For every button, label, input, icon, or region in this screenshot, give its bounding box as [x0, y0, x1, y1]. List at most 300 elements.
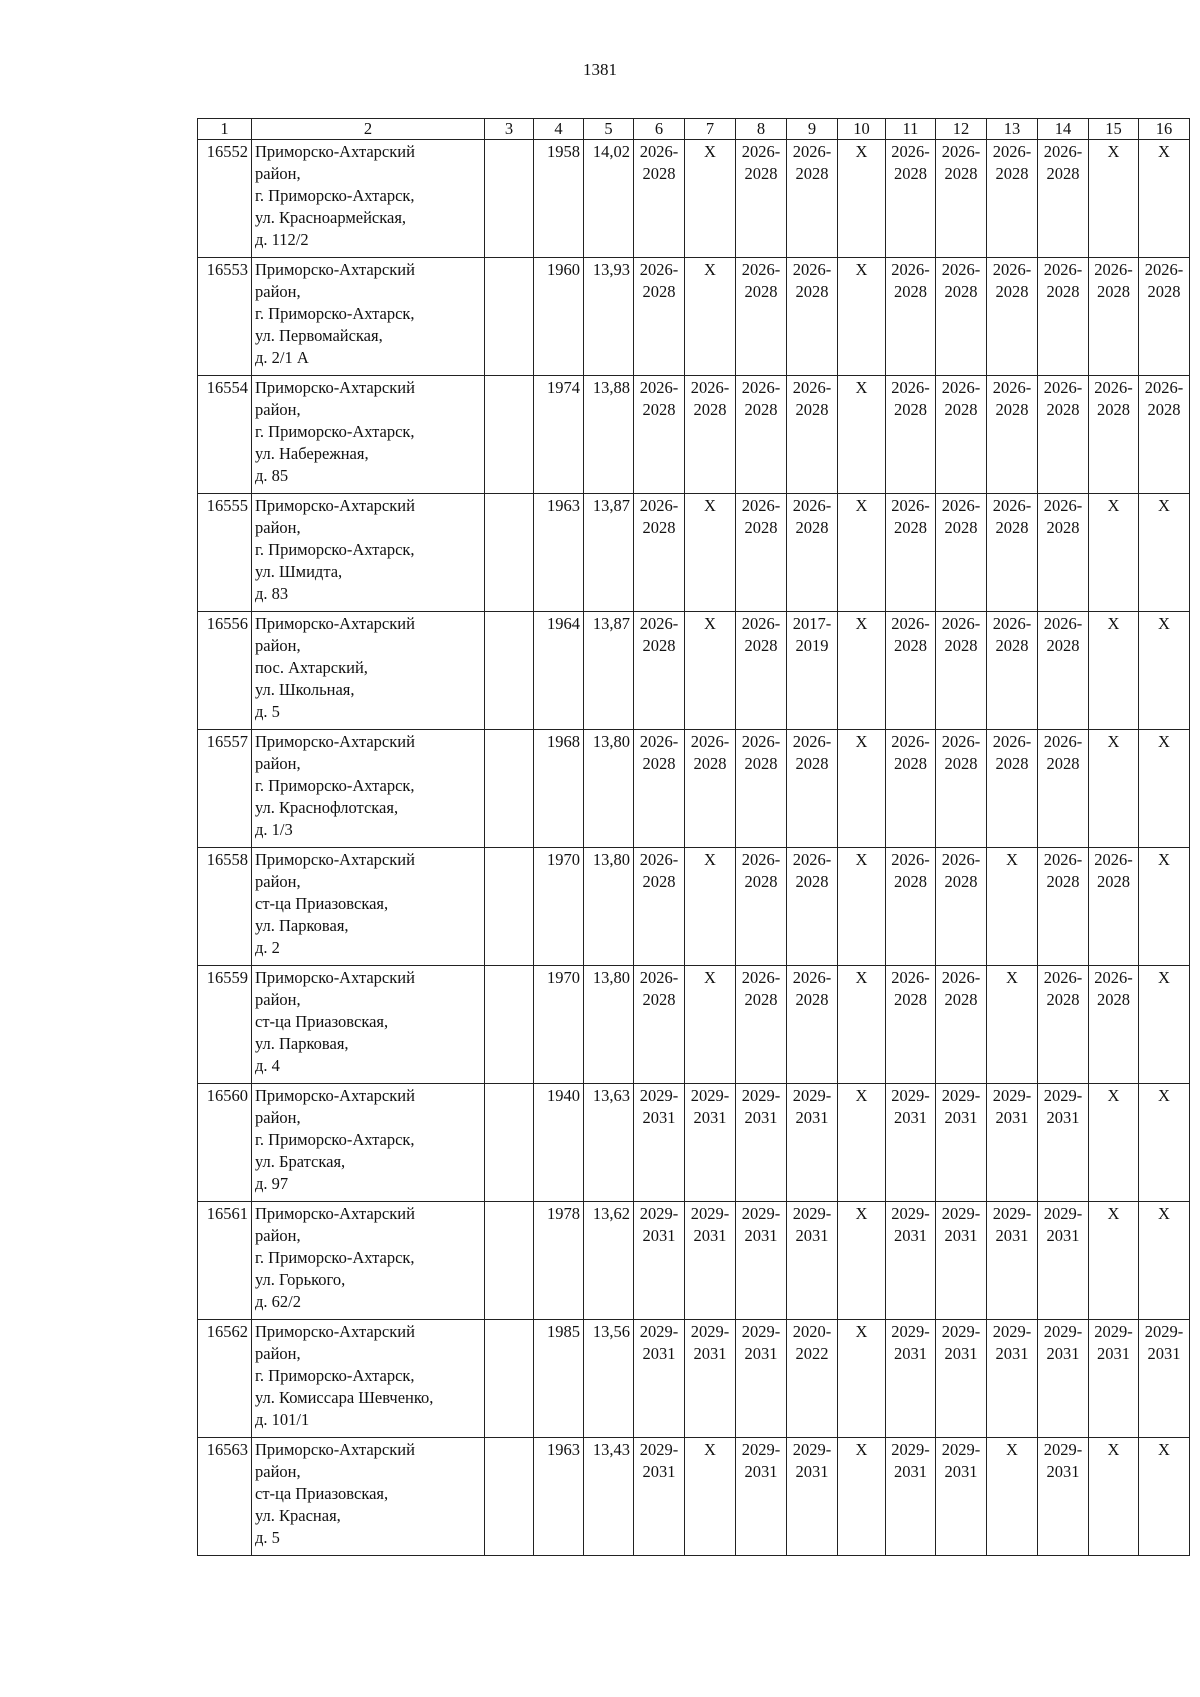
- period-line: 2026-: [1043, 968, 1083, 987]
- period-cell: [838, 730, 886, 848]
- period-line: 2028: [1147, 400, 1181, 419]
- column-3-cell: [485, 1202, 534, 1320]
- address-line: район,: [255, 1462, 301, 1481]
- period-line: 2028: [894, 282, 927, 301]
- column-header: 10: [838, 119, 886, 140]
- column-header: 13: [987, 119, 1038, 140]
- address-cell: [252, 966, 485, 1084]
- period-cell: [1089, 494, 1139, 612]
- period-line: 2028: [642, 636, 676, 655]
- column-3-cell: [485, 966, 534, 1084]
- period-line: 2022: [795, 1344, 829, 1363]
- address-line: Приморско-Ахтарский: [255, 732, 415, 751]
- period-line: 2026-: [992, 260, 1032, 279]
- address-line: г. Приморско-Ахтарск,: [255, 422, 415, 441]
- record-number: 16553: [198, 258, 252, 376]
- period-line: Х: [1107, 1086, 1120, 1105]
- period-cell: [838, 494, 886, 612]
- year-cell: 1970: [534, 966, 584, 1084]
- period-cell: [838, 848, 886, 966]
- register-table: [197, 118, 1190, 1556]
- period-line: 2028: [795, 518, 829, 537]
- address-line: д. 112/2: [255, 230, 309, 249]
- period-cell: [736, 966, 787, 1084]
- period-cell: [886, 1084, 936, 1202]
- period-line: 2028: [642, 400, 676, 419]
- column-header: 12: [936, 119, 987, 140]
- period-line: 2026-: [639, 260, 679, 279]
- period-line: 2028: [642, 282, 676, 301]
- period-line: 2031: [795, 1226, 829, 1245]
- period-cell: [886, 1438, 936, 1556]
- period-line: 2028: [642, 164, 676, 183]
- period-line: 2026-: [792, 142, 832, 161]
- period-cell: [736, 140, 787, 258]
- period-line: 2028: [744, 518, 778, 537]
- period-line: Х: [1158, 1204, 1170, 1223]
- period-line: 2028: [1147, 282, 1181, 301]
- period-line: 2028: [1046, 282, 1080, 301]
- address-line: район,: [255, 1344, 301, 1363]
- address-line: район,: [255, 990, 301, 1009]
- wear-cell: 13,63: [584, 1084, 634, 1202]
- period-cell: [1089, 140, 1139, 258]
- period-line: 2031: [894, 1462, 927, 1481]
- period-cell: [787, 1438, 838, 1556]
- period-line: Х: [855, 1440, 868, 1459]
- period-cell: [787, 848, 838, 966]
- period-line: 2028: [1097, 400, 1130, 419]
- address-line: Приморско-Ахтарский: [255, 142, 415, 161]
- period-cell: [685, 1084, 736, 1202]
- period-cell: [987, 966, 1038, 1084]
- period-line: 2026-: [1094, 850, 1133, 869]
- period-cell: [685, 1438, 736, 1556]
- period-line: 2031: [795, 1462, 829, 1481]
- period-cell: [634, 258, 685, 376]
- period-line: 2026-: [891, 142, 930, 161]
- period-cell: [1139, 966, 1190, 1084]
- period-cell: [1139, 612, 1190, 730]
- period-cell: [685, 258, 736, 376]
- address-line: район,: [255, 754, 301, 773]
- period-cell: [1139, 494, 1190, 612]
- address-line: д. 101/1: [255, 1410, 310, 1429]
- period-line: 2026-: [741, 496, 781, 515]
- address-line: д. 5: [255, 702, 280, 721]
- period-line: 2028: [744, 282, 778, 301]
- period-line: 2029-: [792, 1086, 832, 1105]
- period-line: 2028: [1046, 872, 1080, 891]
- period-cell: [1038, 1320, 1089, 1438]
- period-line: 2031: [642, 1226, 676, 1245]
- period-line: 2028: [1046, 636, 1080, 655]
- period-line: 2028: [693, 754, 727, 773]
- period-line: 2026-: [792, 850, 832, 869]
- table-row: [198, 1084, 1190, 1202]
- wear-cell: 13,62: [584, 1202, 634, 1320]
- address-line: Приморско-Ахтарский: [255, 614, 415, 633]
- period-line: 2028: [795, 164, 829, 183]
- period-cell: [787, 612, 838, 730]
- period-line: 2029-: [891, 1322, 930, 1341]
- wear-cell: 13,80: [584, 966, 634, 1084]
- period-line: 2031: [995, 1344, 1029, 1363]
- period-line: 2028: [744, 636, 778, 655]
- period-line: Х: [704, 142, 716, 161]
- period-line: 2028: [1046, 400, 1080, 419]
- wear-cell: 13,80: [584, 730, 634, 848]
- period-line: 2029-: [792, 1440, 832, 1459]
- column-3-cell: [485, 494, 534, 612]
- address-cell: [252, 494, 485, 612]
- period-cell: [987, 1202, 1038, 1320]
- period-cell: [736, 1202, 787, 1320]
- period-line: 2029-: [1144, 1322, 1184, 1341]
- period-cell: [886, 1202, 936, 1320]
- address-line: ул. Горького,: [255, 1270, 346, 1289]
- period-cell: [685, 1202, 736, 1320]
- period-cell: [838, 966, 886, 1084]
- period-line: 2031: [693, 1344, 727, 1363]
- period-cell: [838, 1202, 886, 1320]
- address-line: Приморско-Ахтарский: [255, 1440, 415, 1459]
- period-cell: [787, 376, 838, 494]
- wear-cell: 13,88: [584, 376, 634, 494]
- address-line: район,: [255, 400, 301, 419]
- period-cell: [787, 494, 838, 612]
- column-3-cell: [485, 376, 534, 494]
- period-cell: [1139, 1084, 1190, 1202]
- period-line: 2028: [1046, 164, 1080, 183]
- period-line: 2026-: [690, 378, 730, 397]
- period-line: 2028: [995, 164, 1029, 183]
- period-cell: [838, 376, 886, 494]
- period-line: Х: [855, 378, 868, 397]
- period-cell: [936, 258, 987, 376]
- column-header: 1: [198, 119, 252, 140]
- period-line: 2028: [995, 754, 1029, 773]
- address-cell: [252, 1438, 485, 1556]
- period-line: 2028: [894, 400, 927, 419]
- period-cell: [987, 140, 1038, 258]
- period-line: 2028: [894, 636, 927, 655]
- year-cell: 1970: [534, 848, 584, 966]
- column-3-cell: [485, 140, 534, 258]
- address-cell: [252, 258, 485, 376]
- period-cell: [987, 1438, 1038, 1556]
- period-cell: [736, 848, 787, 966]
- address-line: ул. Парковая,: [255, 1034, 349, 1053]
- record-number: 16557: [198, 730, 252, 848]
- column-header: 5: [584, 119, 634, 140]
- period-line: 2031: [693, 1226, 727, 1245]
- period-cell: [936, 1438, 987, 1556]
- period-line: 2029-: [891, 1440, 930, 1459]
- period-line: 2026-: [792, 378, 832, 397]
- period-line: 2028: [894, 990, 927, 1009]
- period-cell: [685, 376, 736, 494]
- period-line: 2029-: [1043, 1322, 1083, 1341]
- column-3-cell: [485, 1084, 534, 1202]
- period-cell: [685, 140, 736, 258]
- period-cell: [634, 376, 685, 494]
- period-cell: [736, 612, 787, 730]
- period-cell: [634, 1084, 685, 1202]
- wear-cell: 13,56: [584, 1320, 634, 1438]
- address-line: ул. Красноармейская,: [255, 208, 407, 227]
- table-row: [198, 376, 1190, 494]
- period-line: 2031: [1046, 1344, 1080, 1363]
- table-row: [198, 848, 1190, 966]
- wear-cell: 13,87: [584, 612, 634, 730]
- period-line: 2031: [944, 1226, 978, 1245]
- column-header: 6: [634, 119, 685, 140]
- period-line: 2028: [744, 990, 778, 1009]
- column-header: 2: [252, 119, 485, 140]
- address-cell: [252, 1084, 485, 1202]
- period-cell: [787, 140, 838, 258]
- period-line: 2020-: [792, 1322, 832, 1341]
- period-line: 2026-: [741, 378, 781, 397]
- year-cell: 1960: [534, 258, 584, 376]
- table-row: [198, 494, 1190, 612]
- period-line: 2026-: [992, 732, 1032, 751]
- period-line: 2026-: [792, 260, 832, 279]
- period-line: 2028: [894, 164, 927, 183]
- address-line: Приморско-Ахтарский: [255, 1086, 415, 1105]
- column-3-cell: [485, 612, 534, 730]
- period-line: 2028: [894, 872, 927, 891]
- period-cell: [787, 730, 838, 848]
- period-line: 2026-: [741, 968, 781, 987]
- period-line: 2026-: [891, 850, 930, 869]
- period-cell: [634, 730, 685, 848]
- record-number: 16556: [198, 612, 252, 730]
- address-line: ул. Набережная,: [255, 444, 369, 463]
- period-cell: [936, 494, 987, 612]
- wear-cell: 13,43: [584, 1438, 634, 1556]
- period-cell: [634, 1438, 685, 1556]
- period-line: 2026-: [741, 142, 781, 161]
- period-line: Х: [1158, 968, 1170, 987]
- period-line: Х: [855, 1086, 868, 1105]
- period-line: 2031: [995, 1226, 1029, 1245]
- period-cell: [1089, 1202, 1139, 1320]
- address-line: д. 1/3: [255, 820, 293, 839]
- period-line: 2028: [744, 754, 778, 773]
- period-cell: [634, 848, 685, 966]
- address-line: пос. Ахтарский,: [255, 658, 368, 677]
- period-cell: [886, 612, 936, 730]
- address-line: д. 2: [255, 938, 280, 957]
- period-line: 2028: [944, 754, 978, 773]
- period-cell: [685, 848, 736, 966]
- period-cell: [1089, 730, 1139, 848]
- period-line: 2029-: [992, 1086, 1032, 1105]
- period-line: 2028: [944, 518, 978, 537]
- period-line: Х: [1158, 732, 1170, 751]
- table-row: [198, 1320, 1190, 1438]
- period-cell: [1139, 1320, 1190, 1438]
- table-row: [198, 966, 1190, 1084]
- period-line: 2029-: [639, 1440, 679, 1459]
- period-line: Х: [1107, 142, 1120, 161]
- period-cell: [987, 1084, 1038, 1202]
- period-line: 2029-: [992, 1322, 1032, 1341]
- year-cell: 1964: [534, 612, 584, 730]
- period-line: 2026-: [1043, 142, 1083, 161]
- period-line: Х: [855, 850, 868, 869]
- period-line: 2026-: [891, 378, 930, 397]
- period-line: Х: [855, 614, 868, 633]
- period-line: 2026-: [1043, 378, 1083, 397]
- period-line: 2026-: [891, 614, 930, 633]
- record-number: 16560: [198, 1084, 252, 1202]
- column-3-cell: [485, 1438, 534, 1556]
- address-line: д. 97: [255, 1174, 289, 1193]
- period-line: Х: [1006, 1440, 1018, 1459]
- period-line: 2028: [744, 164, 778, 183]
- period-line: 2026-: [639, 496, 679, 515]
- period-line: 2028: [1097, 282, 1130, 301]
- address-line: ул. Комиссара Шевченко,: [255, 1388, 434, 1407]
- column-header: 9: [787, 119, 838, 140]
- period-cell: [634, 966, 685, 1084]
- year-cell: 1963: [534, 494, 584, 612]
- period-line: 2026-: [891, 968, 930, 987]
- period-line: 2029-: [690, 1322, 730, 1341]
- address-line: д. 85: [255, 466, 289, 485]
- period-cell: [736, 1438, 787, 1556]
- address-line: Приморско-Ахтарский: [255, 1204, 415, 1223]
- address-cell: [252, 1202, 485, 1320]
- year-cell: 1940: [534, 1084, 584, 1202]
- period-line: Х: [704, 850, 716, 869]
- period-line: 2029-: [639, 1204, 679, 1223]
- period-line: 2028: [744, 400, 778, 419]
- period-line: 2031: [693, 1108, 727, 1127]
- period-line: Х: [704, 496, 716, 515]
- year-cell: 1985: [534, 1320, 584, 1438]
- address-line: Приморско-Ахтарский: [255, 496, 415, 515]
- address-line: ст-ца Приазовская,: [255, 894, 389, 913]
- period-line: 2028: [1046, 990, 1080, 1009]
- period-line: 2029-: [639, 1086, 679, 1105]
- period-cell: [1089, 376, 1139, 494]
- period-cell: [787, 1084, 838, 1202]
- column-header: 11: [886, 119, 936, 140]
- period-cell: [1038, 1084, 1089, 1202]
- period-cell: [634, 612, 685, 730]
- period-cell: [787, 258, 838, 376]
- period-cell: [685, 612, 736, 730]
- period-line: Х: [1107, 732, 1120, 751]
- period-cell: [1139, 376, 1190, 494]
- address-cell: [252, 376, 485, 494]
- address-line: ст-ца Приазовская,: [255, 1484, 389, 1503]
- period-cell: [838, 1320, 886, 1438]
- period-line: 2029-: [639, 1322, 679, 1341]
- address-line: район,: [255, 282, 301, 301]
- table-row: [198, 612, 1190, 730]
- period-line: 2026-: [1094, 260, 1133, 279]
- period-line: 2028: [944, 164, 978, 183]
- period-cell: [1139, 258, 1190, 376]
- period-cell: [987, 730, 1038, 848]
- period-line: 2029-: [941, 1086, 981, 1105]
- period-cell: [1038, 494, 1089, 612]
- period-line: 2031: [944, 1344, 978, 1363]
- period-line: 2028: [1046, 518, 1080, 537]
- period-line: 2029-: [741, 1086, 781, 1105]
- period-cell: [787, 1202, 838, 1320]
- period-line: 2026-: [941, 142, 981, 161]
- record-number: 16562: [198, 1320, 252, 1438]
- period-line: 2026-: [690, 732, 730, 751]
- table-row: [198, 730, 1190, 848]
- address-line: ул. Школьная,: [255, 680, 355, 699]
- period-line: Х: [855, 1322, 868, 1341]
- period-line: Х: [1107, 614, 1120, 633]
- period-line: Х: [704, 968, 716, 987]
- period-line: 2029-: [741, 1440, 781, 1459]
- table-row: [198, 258, 1190, 376]
- period-line: 2028: [1097, 872, 1130, 891]
- period-cell: [886, 494, 936, 612]
- address-cell: [252, 730, 485, 848]
- period-cell: [1038, 1202, 1089, 1320]
- period-line: 2026-: [741, 732, 781, 751]
- period-line: Х: [855, 260, 868, 279]
- period-line: 2028: [795, 872, 829, 891]
- period-line: 2029-: [690, 1086, 730, 1105]
- year-cell: 1968: [534, 730, 584, 848]
- period-cell: [936, 612, 987, 730]
- period-line: Х: [1158, 1440, 1170, 1459]
- wear-cell: 13,87: [584, 494, 634, 612]
- period-cell: [1038, 730, 1089, 848]
- period-line: 2026-: [1094, 968, 1133, 987]
- column-header: 15: [1089, 119, 1139, 140]
- period-line: 2026-: [992, 378, 1032, 397]
- address-line: Приморско-Ахтарский: [255, 260, 415, 279]
- period-cell: [987, 376, 1038, 494]
- period-line: 2026-: [639, 142, 679, 161]
- address-cell: [252, 848, 485, 966]
- address-line: район,: [255, 518, 301, 537]
- period-line: Х: [1158, 1086, 1170, 1105]
- period-cell: [1038, 140, 1089, 258]
- address-line: ул. Шмидта,: [255, 562, 343, 581]
- address-line: д. 83: [255, 584, 289, 603]
- period-cell: [936, 1320, 987, 1438]
- period-cell: [634, 1202, 685, 1320]
- period-line: 2029-: [1043, 1204, 1083, 1223]
- period-cell: [736, 1320, 787, 1438]
- address-line: район,: [255, 164, 301, 183]
- period-line: Х: [1158, 142, 1170, 161]
- period-line: 2026-: [639, 732, 679, 751]
- period-cell: [1038, 612, 1089, 730]
- period-line: 2026-: [1094, 378, 1133, 397]
- period-cell: [1038, 1438, 1089, 1556]
- column-header: 14: [1038, 119, 1089, 140]
- period-cell: [1089, 258, 1139, 376]
- address-line: Приморско-Ахтарский: [255, 378, 415, 397]
- period-cell: [685, 1320, 736, 1438]
- period-cell: [936, 140, 987, 258]
